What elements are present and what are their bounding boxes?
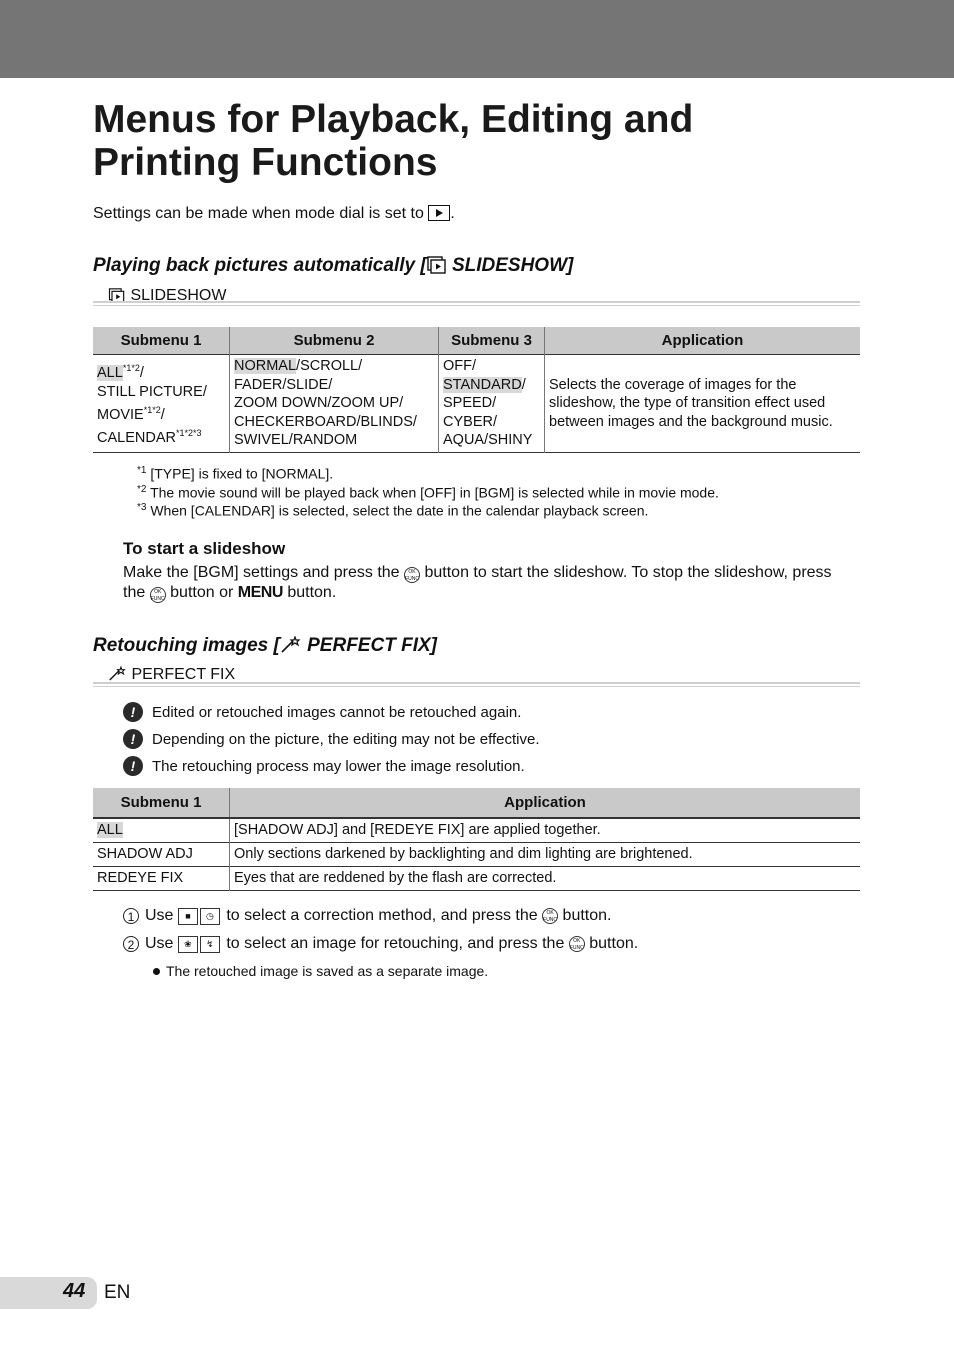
ok-func-button-icon: OK FUNC (569, 938, 584, 951)
ok-func-button-icon: OK FUNC (543, 910, 558, 923)
table-row: SHADOW ADJ Only sections darkened by backlighting and dim lighting are brightened. (93, 842, 860, 866)
slideshow-icon (427, 256, 447, 280)
table-header: Application (545, 327, 861, 355)
application-cell: Selects the coverage of images for the slideshow, the type of transition effect used between images and the background music. (549, 376, 833, 430)
submenu3-cell: OFF/ STANDARD/ SPEED/ CYBER/ AQUA/SHINY (439, 355, 545, 453)
title-line-1: Menus for Playback, Editing and (93, 98, 694, 141)
caution-icon: ! (123, 729, 143, 749)
macro-key-icon: ❀ (178, 936, 198, 953)
caution-item: ! Depending on the picture, the editing may not be effective. (123, 729, 539, 749)
submenu1-cell: $ALL^{*1*2}/$ STILL PICTURE/ $MOVIE^{*1*2}/$ $CALENDAR^{*1*2*3}$ (93, 355, 230, 453)
footnote-2: $^{*2}$ The movie sound will be played back when [OFF] in [BGM] is selected while in movie mode. (137, 484, 719, 501)
perfect-fix-table (93, 788, 860, 891)
caution-item: ! Edited or retouched images cannot be retouched again. (123, 702, 521, 722)
start-slideshow-heading: To start a slideshow (123, 539, 286, 558)
step-2: 2 Use ❀ ↯ to select an image for retouching, and press the OK FUNC button. (123, 935, 638, 953)
perfect-fix-heading: Retouching images [ PERFECT FIX] (93, 635, 437, 660)
exposure-key-icon: ■ (178, 908, 198, 925)
perfect-fix-icon (280, 636, 302, 660)
caution-item: ! The retouching process may lower the image resolution. (123, 756, 525, 776)
saved-note: The retouched image is saved as a separate image. (153, 963, 488, 979)
table-header: Submenu 1 (93, 788, 230, 818)
footnote-3: $^{*3}$ When [CALENDAR] is selected, select the date in the calendar playback screen. (137, 502, 649, 519)
flash-key-icon: ↯ (200, 936, 220, 953)
submenu2-cell: NORMAL/SCROLL/ FADER/SLIDE/ ZOOM DOWN/ZOOM UP/ CHECKERBOARD/BLINDS/ SWIVEL/RANDOM (230, 355, 439, 453)
slideshow-menu-label: SLIDESHOW (108, 287, 226, 308)
perfect-fix-menu-label: PERFECT FIX (108, 666, 235, 687)
caution-icon: ! (123, 702, 143, 722)
section-rule (93, 682, 860, 687)
intro-text: Settings can be made when mode dial is set to . (93, 205, 455, 226)
language-label: EN (104, 1282, 131, 1303)
table-header: Submenu 3 (439, 327, 545, 355)
title-line-2: Printing Functions (93, 141, 438, 184)
start-slideshow-text: Make the [BGM] settings and press the OK FUNC button to start the slideshow. To stop the slideshow, press the OK FUNC button or MENU button. (123, 564, 832, 602)
slideshow-heading: Playing back pictures automatically [ SLIDESHOW] (93, 255, 573, 280)
table-header: Application (230, 788, 861, 818)
page-title (93, 98, 893, 184)
self-timer-key-icon: ◷ (200, 908, 220, 925)
ok-func-button-icon: OK FUNC (405, 569, 419, 582)
ok-func-button-icon: OK FUNC (150, 589, 165, 602)
playback-icon (428, 205, 450, 226)
step-1: 1 Use ■ ◷ to select a correction method, and press the OK FUNC button. (123, 907, 611, 925)
slideshow-table (93, 327, 860, 453)
footnote-1: $^{*1}$ [TYPE] is fixed to [NORMAL]. (137, 465, 334, 482)
table-header: Submenu 2 (230, 327, 439, 355)
table-row (93, 355, 860, 453)
table-header: Submenu 1 (93, 327, 230, 355)
section-rule (93, 301, 860, 306)
top-banner (0, 0, 954, 78)
bullet-icon (153, 968, 160, 975)
caution-icon: ! (123, 756, 143, 776)
page-number: 44 (63, 1280, 86, 1302)
menu-button-label: MENU (237, 584, 283, 601)
table-row: REDEYE FIX Eyes that are reddened by the flash are corrected. (93, 866, 860, 890)
intro-sentence: Settings can be made when mode dial is set to (93, 205, 424, 222)
table-row: ALL [SHADOW ADJ] and [REDEYE FIX] are applied together. (93, 818, 860, 842)
